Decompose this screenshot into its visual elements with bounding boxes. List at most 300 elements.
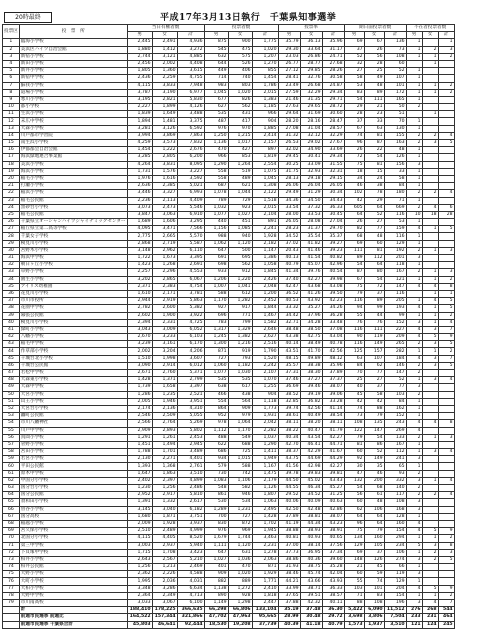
cell-value: 5,810	[177, 492, 204, 499]
cell-value: 3,607	[177, 355, 204, 362]
cell-value: 3	[406, 384, 422, 391]
cell-value: 41.54	[300, 255, 322, 262]
cell-value: 1	[406, 513, 422, 520]
cell-value: 1	[406, 405, 422, 412]
cell-value: 59	[364, 571, 384, 578]
cell-value: 84	[384, 183, 406, 190]
cell-value: 86	[364, 441, 384, 448]
cell-value: 84	[344, 362, 364, 369]
cell-value: 2,296	[152, 269, 177, 276]
cell-value: 243	[384, 420, 406, 427]
cell-value: 1,845	[252, 269, 278, 276]
table-row	[3, 477, 455, 484]
cell-value: 872	[228, 520, 252, 527]
cell-value: 29.45	[278, 154, 300, 161]
cell-value: 1,689	[127, 219, 152, 226]
cell-value: 1,995	[127, 578, 152, 585]
table-row	[3, 549, 455, 556]
cell-value: 37.27	[300, 377, 322, 384]
cell-value: 2	[422, 190, 438, 197]
polling-place: 大森東小学校	[19, 377, 127, 384]
cell-value: 47	[344, 470, 364, 477]
cell-value: 3,446	[127, 190, 152, 197]
district-number: 53	[3, 413, 20, 420]
cell-value	[422, 154, 438, 161]
cell-value: 2,452	[252, 298, 278, 305]
cell-value: 165	[384, 96, 406, 103]
cell-value: 37.89	[322, 370, 344, 377]
cell-value: 67	[344, 125, 364, 132]
cell-value: 2,893	[152, 427, 177, 434]
cell-value: 35.57	[278, 362, 300, 369]
cell-value: 1	[422, 89, 438, 96]
cell-value	[422, 183, 438, 190]
table-row	[3, 219, 455, 226]
cell-value: 700	[204, 513, 228, 520]
cell-value: 133,104	[252, 607, 278, 614]
cell-value: 116	[344, 341, 364, 348]
cell-value: 72	[344, 154, 364, 161]
cell-value: 1,510	[127, 355, 152, 362]
cell-value: 149	[364, 341, 384, 348]
cell-value: 6,103	[177, 334, 204, 341]
cell-value: 41.46	[300, 247, 322, 254]
cell-value: 52	[384, 377, 406, 384]
subheader-female: 女	[300, 32, 322, 39]
subheader-male: 男	[344, 32, 364, 39]
cell-value: 41.19	[278, 520, 300, 527]
cell-value: 32.85	[278, 398, 300, 405]
district-number: 30	[3, 247, 20, 254]
cell-value: 3,510	[384, 621, 406, 628]
cell-value: 108	[344, 420, 364, 427]
cell-value: 2,627	[252, 334, 278, 341]
polling-place: 蘇我小学校	[19, 82, 127, 89]
cell-value: 43.04	[322, 334, 344, 341]
table-row	[3, 68, 455, 75]
polling-place: 大柏小学校	[19, 585, 127, 592]
cell-value: 1,411	[252, 449, 278, 456]
district-number: 17	[3, 154, 20, 161]
cell-value: 33.09	[300, 161, 322, 168]
cell-value: 38.52	[278, 391, 300, 398]
cell-value: 43.38	[278, 334, 300, 341]
cell-value: 35.96	[322, 362, 344, 369]
cell-value: 1,085	[228, 226, 252, 233]
cell-value: 116	[344, 326, 364, 333]
cell-value	[438, 111, 454, 118]
cell-value: 687	[204, 183, 228, 190]
cell-value: 58	[344, 75, 364, 82]
cell-value: 116	[384, 211, 406, 218]
cell-value: 38.11	[322, 420, 344, 427]
table-row	[3, 60, 455, 67]
cell-value: 28.41	[278, 75, 300, 82]
cell-value: 3,033	[127, 600, 152, 607]
cell-value	[438, 154, 454, 161]
cell-value: 3,937	[177, 520, 204, 527]
cell-value: 1,839	[127, 111, 152, 118]
cell-value: 1,715	[127, 549, 152, 556]
cell-value	[438, 456, 454, 463]
cell-value: 26.04	[300, 183, 322, 190]
cell-value: 40.13	[278, 255, 300, 262]
cell-value: 1	[406, 377, 422, 384]
cell-value: 43.51	[278, 348, 300, 355]
cell-value: 1	[406, 219, 422, 226]
table-row	[3, 168, 455, 175]
cell-value	[422, 571, 438, 578]
cell-value: 64	[344, 513, 364, 520]
cell-value: 1,520	[252, 355, 278, 362]
cell-value	[438, 96, 454, 103]
cell-value: 5,587	[177, 240, 204, 247]
cell-value: 160	[384, 520, 406, 527]
cell-value: 26.68	[300, 82, 322, 89]
cell-value: 46,641	[152, 621, 177, 628]
cell-value: 1	[406, 53, 422, 60]
cell-value: 234	[384, 542, 406, 549]
cell-value: 146	[384, 362, 406, 369]
cell-value: 28.13	[278, 175, 300, 182]
cell-value: 1,044	[228, 190, 252, 197]
cell-value: 3,239	[127, 341, 152, 348]
time-box: 20時最終	[4, 12, 52, 23]
cell-value: 1,106	[228, 477, 252, 484]
cell-value: 3	[422, 355, 438, 362]
polling-place: 千城台公民館	[19, 362, 127, 369]
cell-value: 62	[364, 362, 384, 369]
cell-value: 4	[406, 305, 422, 312]
cell-value: 4	[406, 326, 422, 333]
cell-value: 1,215	[228, 132, 252, 139]
cell-value: 35.37	[322, 233, 344, 240]
table-row	[3, 255, 455, 262]
cell-value: 1,616	[152, 175, 177, 182]
cell-value: 3,067	[152, 600, 177, 607]
cell-value: 2,226	[152, 571, 177, 578]
cell-value: 231	[422, 614, 438, 621]
cell-value: 789	[204, 197, 228, 204]
cell-value: 1,291	[127, 434, 152, 441]
cell-value: 2,962	[152, 247, 177, 254]
cell-value: 2,383	[152, 283, 177, 290]
cell-value: 77	[364, 226, 384, 233]
cell-value: 37.73	[278, 549, 300, 556]
district-number: 50	[3, 391, 20, 398]
cell-value	[422, 255, 438, 262]
cell-value: 1,708	[152, 549, 177, 556]
cell-value: 1,775	[252, 39, 278, 46]
cell-value: 44	[364, 312, 384, 319]
cell-value: 1,007	[204, 283, 228, 290]
cell-value: 1	[422, 276, 438, 283]
cell-value: 1,282	[228, 298, 252, 305]
table-row	[3, 89, 455, 96]
cell-value: 940	[228, 233, 252, 240]
polling-place: 海浜小学校	[19, 168, 127, 175]
cell-value: 1,386	[252, 255, 278, 262]
cell-value	[422, 262, 438, 269]
cell-value: 864	[204, 405, 228, 412]
cell-value: 3,592	[177, 175, 204, 182]
cell-value: 2,952	[127, 492, 152, 499]
cell-value: 4,259	[127, 140, 152, 147]
cell-value: 582	[228, 485, 252, 492]
cell-value: 1	[406, 147, 422, 154]
cell-value: 2,510	[127, 528, 152, 535]
cell-value: 39.19	[300, 391, 322, 398]
cell-value: 34.28	[300, 319, 322, 326]
cell-value: 35.27	[300, 305, 322, 312]
cell-value: 4	[438, 492, 454, 499]
polling-place: 新宿小学校	[19, 53, 127, 60]
cell-value: 1,206	[204, 276, 228, 283]
cell-value: 6,170	[177, 341, 204, 348]
cell-value: 1,077	[204, 211, 228, 218]
polling-place: 北国分小学校	[19, 535, 127, 542]
cell-value: 159	[384, 226, 406, 233]
cell-value: 27	[364, 219, 384, 226]
cell-value: 32.76	[300, 75, 322, 82]
cell-value: 2,349	[152, 592, 177, 599]
cell-value: 2,744	[127, 53, 152, 60]
cell-value: 7	[438, 326, 454, 333]
cell-value: 23	[364, 111, 384, 118]
district-number: 52	[3, 405, 20, 412]
cell-value: 427	[228, 147, 252, 154]
cell-value: 2,554	[252, 161, 278, 168]
cell-value: 26.05	[278, 219, 300, 226]
cell-value: 66	[384, 564, 406, 571]
cell-value: 1,062	[204, 240, 228, 247]
cell-value: 438	[228, 391, 252, 398]
cell-value: 1,045	[252, 175, 278, 182]
table-row	[3, 247, 455, 254]
cell-value: 2	[438, 592, 454, 599]
cell-value: 26	[344, 147, 364, 154]
subheader-total: 計	[177, 32, 204, 39]
table-row	[3, 398, 455, 405]
cell-value: 917	[228, 305, 252, 312]
polling-place: 打瀬小学校	[19, 183, 127, 190]
cell-value: 25	[344, 377, 364, 384]
cell-value	[438, 255, 454, 262]
cell-value: 2,676	[177, 147, 204, 154]
cell-value: 27.12	[278, 68, 300, 75]
cell-value: 45.07	[300, 262, 322, 269]
cell-value: 2,005	[127, 398, 152, 405]
cell-value	[438, 441, 454, 448]
cell-value: 103	[384, 391, 406, 398]
total-row	[3, 607, 455, 614]
cell-value: 126	[384, 154, 406, 161]
cell-value: 34	[344, 175, 364, 182]
cell-value: 1	[422, 477, 438, 484]
district-number: 20	[3, 175, 20, 182]
cell-value: 2,364	[127, 592, 152, 599]
cell-value	[406, 290, 422, 297]
polling-place: 第三中学校	[19, 542, 127, 549]
polling-place: アイリス幼稚園	[19, 283, 127, 290]
cell-value: 2,447	[252, 600, 278, 607]
cell-value: 108	[384, 53, 406, 60]
cell-value: 2,602	[127, 312, 152, 319]
cell-value: 1,167	[252, 463, 278, 470]
cell-value: 201	[384, 255, 406, 262]
cell-value: 31.04	[300, 125, 322, 132]
cell-value: 42.27	[322, 463, 344, 470]
cell-value: 69	[344, 39, 364, 46]
header-voted: 投票者数	[204, 25, 278, 32]
cell-value: 40.34	[278, 434, 300, 441]
cell-value	[422, 384, 438, 391]
cell-value: 37.34	[322, 549, 344, 556]
cell-value	[422, 175, 438, 182]
cell-value: 73	[384, 46, 406, 53]
cell-value: 132	[344, 477, 364, 484]
cell-value: 112	[384, 449, 406, 456]
cell-value: 3	[422, 362, 438, 369]
district-number: 74	[3, 564, 20, 571]
polling-place: 南生浜小学校	[19, 140, 127, 147]
table-row	[3, 298, 455, 305]
cell-value: 36.13	[300, 39, 322, 46]
cell-value	[438, 470, 454, 477]
cell-value: 1,976	[127, 175, 152, 182]
cell-value: 2,130	[127, 456, 152, 463]
cell-value: 1,272	[228, 585, 252, 592]
cell-value: 42.56	[300, 405, 322, 412]
cell-value: 34.50	[300, 197, 322, 204]
cell-value: 1	[422, 434, 438, 441]
cell-value: 470	[204, 147, 228, 154]
cell-value: 90	[344, 334, 364, 341]
cell-value: 7,863	[177, 132, 204, 139]
cell-value: 233	[406, 614, 422, 621]
cell-value: 38.61	[278, 413, 300, 420]
cell-value: 2,865	[152, 276, 177, 283]
cell-value: 2,036	[152, 578, 177, 585]
cell-value: 3,161	[152, 341, 177, 348]
cell-value: 988	[204, 233, 228, 240]
cell-value: 134	[344, 535, 364, 542]
table-row	[3, 175, 455, 182]
table-row	[3, 96, 455, 103]
cell-value: 1,126	[252, 485, 278, 492]
cell-value: 8	[438, 283, 454, 290]
subheader-total: 計	[322, 32, 344, 39]
cell-value: 27	[364, 377, 384, 384]
cell-value: 92,444	[177, 621, 204, 628]
cell-value: 40.49	[300, 413, 322, 420]
cell-value: 535	[204, 377, 228, 384]
cell-value: 2	[438, 89, 454, 96]
cell-value: 575	[228, 53, 252, 60]
cell-value: 60	[344, 571, 364, 578]
cell-value: 29.72	[322, 614, 344, 621]
cell-value: 1,771	[252, 578, 278, 585]
polling-place: 川戸中学校	[19, 427, 127, 434]
cell-value: 5	[422, 528, 438, 535]
subheader-male: 男	[278, 32, 300, 39]
cell-value: 25	[364, 68, 384, 75]
cell-value: 1,773	[252, 405, 278, 412]
cell-value: 4,206	[177, 348, 204, 355]
cell-value: 1,064	[228, 420, 252, 427]
cell-value: 30.34	[322, 190, 344, 197]
cell-value: 871	[204, 348, 228, 355]
cell-value: 41.26	[300, 290, 322, 297]
cell-value: 43.08	[322, 283, 344, 290]
cell-value: 1	[406, 348, 422, 355]
cell-value: 1,931	[252, 413, 278, 420]
cell-value: 82	[344, 226, 364, 233]
cell-value: 1,289	[204, 506, 228, 513]
district-number: 39	[3, 312, 20, 319]
cell-value: 38.93	[300, 528, 322, 535]
table-row	[3, 326, 455, 333]
cell-value: 4	[406, 283, 422, 290]
cell-value: 1,722	[127, 255, 152, 262]
cell-value: 2,945	[177, 441, 204, 448]
cell-value: 43.54	[300, 434, 322, 441]
cell-value: 45	[364, 564, 384, 571]
table-row	[3, 118, 455, 125]
district-number: 23	[3, 197, 20, 204]
cell-value: 1	[438, 39, 454, 46]
district-number: 41	[3, 326, 20, 333]
table-row	[3, 449, 455, 456]
cell-value: 29.34	[322, 154, 344, 161]
table-row	[3, 233, 455, 240]
cell-value: 2,009	[127, 520, 152, 527]
cell-value: 366,635	[177, 607, 204, 614]
cell-value: 1,020	[228, 89, 252, 96]
cell-value: 40.93	[300, 535, 322, 542]
cell-value: 42.70	[278, 441, 300, 448]
cell-value: 2,015	[252, 204, 278, 211]
cell-value	[422, 456, 438, 463]
cell-value: 5,021	[177, 183, 204, 190]
cell-value: 29.70	[322, 226, 344, 233]
cell-value: 76	[364, 319, 384, 326]
cell-value: 30.60	[322, 111, 344, 118]
district-number	[3, 621, 20, 628]
district-number: 56	[3, 434, 20, 441]
cell-value: 4	[406, 520, 422, 527]
table-row	[3, 513, 455, 520]
cell-value	[422, 118, 438, 125]
cell-value: 588	[228, 463, 252, 470]
district-number: 25	[3, 211, 20, 218]
cell-value: 75	[344, 283, 364, 290]
cell-value: 2,944	[127, 298, 152, 305]
district-number: 61	[3, 470, 20, 477]
cell-value: 417	[228, 118, 252, 125]
cell-value: 8	[438, 542, 454, 549]
cell-value: 4,031	[177, 578, 204, 585]
table-row	[3, 39, 455, 46]
cell-value: 108	[364, 600, 384, 607]
cell-value: 1,807	[252, 492, 278, 499]
cell-value: 605	[344, 204, 364, 211]
cell-value: 4,588	[177, 571, 204, 578]
cell-value	[422, 370, 438, 377]
cell-value: 73	[344, 413, 364, 420]
cell-value: 2,566	[127, 420, 152, 427]
cell-value: 1	[406, 441, 422, 448]
